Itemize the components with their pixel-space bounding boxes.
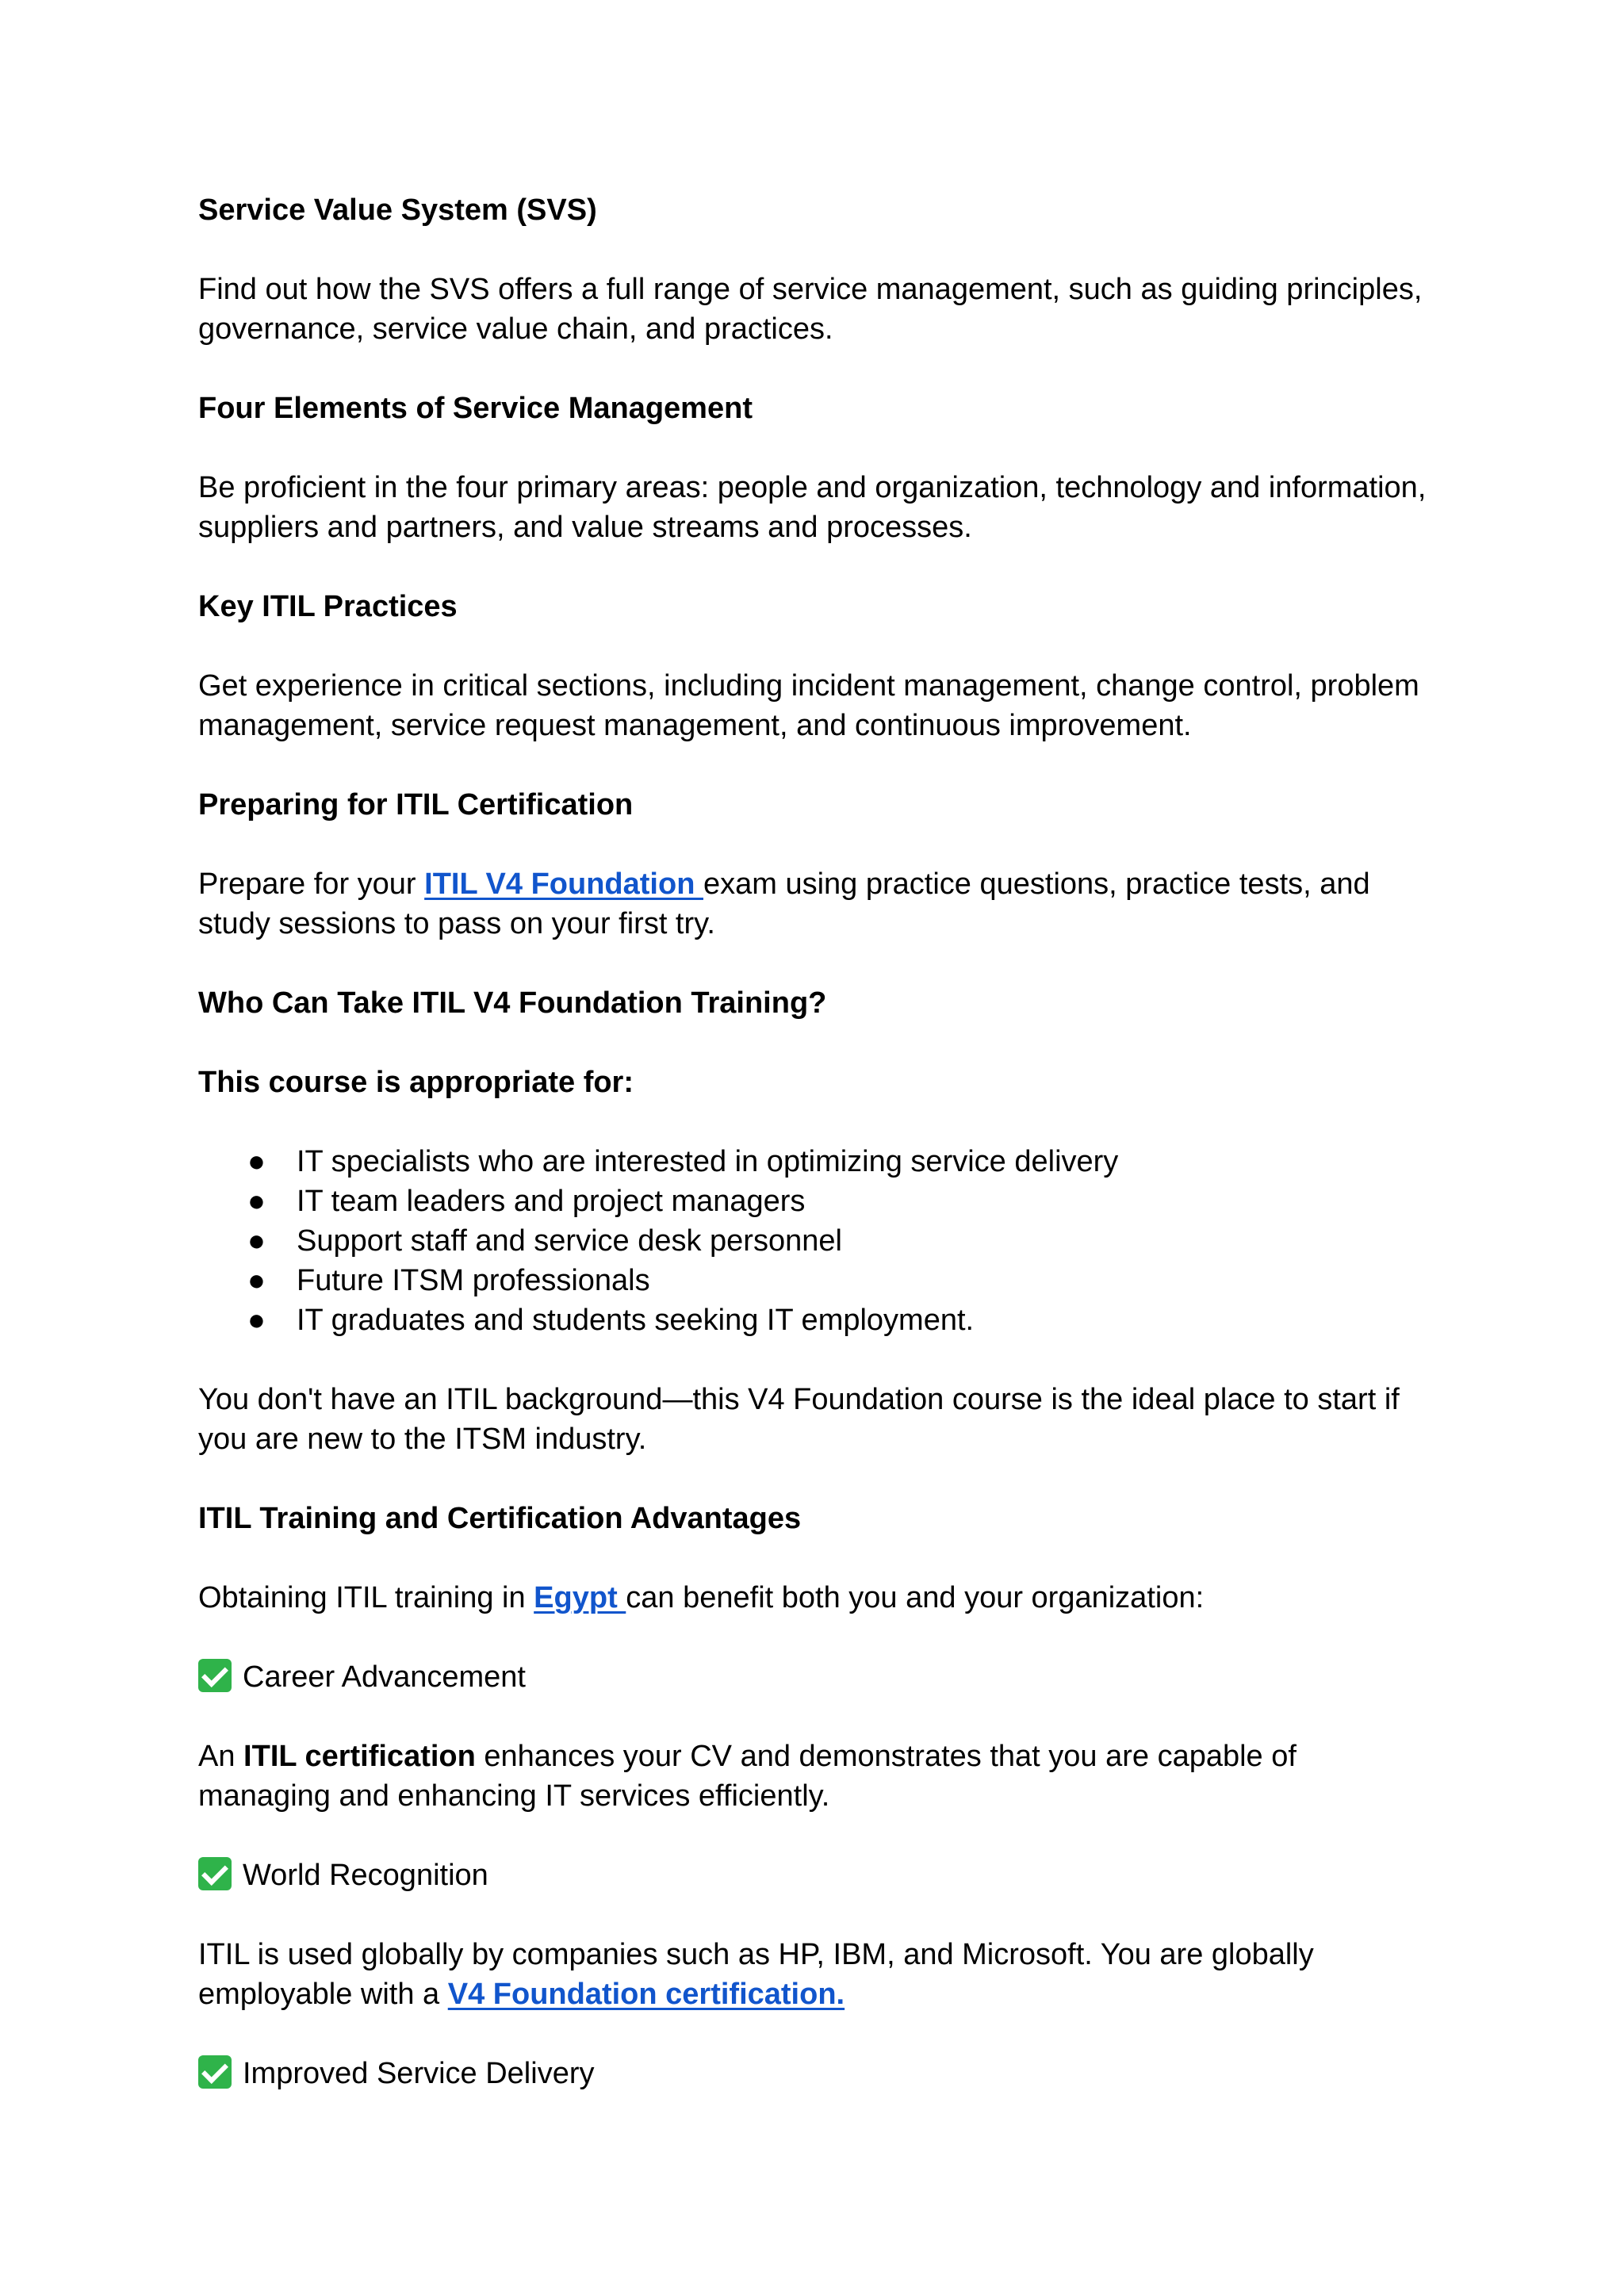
advantages-intro-before: Obtaining ITIL training in (198, 1581, 534, 1614)
bullet-icon: ● (247, 1264, 266, 1297)
advantages-heading: ITIL Training and Certification Advantages (198, 1502, 802, 1535)
list-item-text: IT team leaders and project managers (297, 1185, 806, 1218)
itil-certification-bold: ITIL certification (243, 1740, 476, 1773)
itil-v4-foundation-link[interactable]: ITIL V4 Foundation (424, 867, 703, 901)
preparing-text (198, 864, 1435, 944)
list-item-text: IT specialists who are interested in optimizing service delivery (297, 1145, 1119, 1178)
preparing-text-before: Prepare for your (198, 867, 425, 901)
v4-foundation-certification-link[interactable]: V4 Foundation certification. (447, 1978, 845, 2011)
who-closing-text: You don't have an ITIL background—this V4 Foundation course is the ideal place to start if you are new to the ITSM industry. (198, 1383, 1400, 1456)
world-recognition-label: World Recognition (243, 1859, 488, 1892)
svs-text: Find out how the SVS offers a full range of service management, such as guiding principles, governance, service value chain, and practices. (198, 273, 1423, 346)
bullet-icon: ● (247, 1224, 266, 1258)
egypt-link[interactable]: Egypt (534, 1581, 626, 1614)
check-mark-icon (198, 2055, 232, 2089)
preparing-text-after: exam using practice questions, practice tests, and study sessions to pass on your first try. (198, 867, 1370, 940)
bullet-icon: ● (247, 1145, 266, 1178)
who-subheading: This course is appropriate for: (198, 1066, 634, 1099)
list-item (247, 1221, 1435, 1261)
bullet-icon: ● (247, 1304, 266, 1337)
improved-service-delivery-title (198, 2054, 1435, 2093)
advantages-intro-after: can benefit both you and your organization: (626, 1581, 1205, 1614)
world-text-before: ITIL is used globally by companies such as HP, IBM, and Microsoft. You are globally employable with a (198, 1938, 1314, 2011)
list-item (247, 1181, 1435, 1221)
list-item (247, 1300, 1435, 1340)
who-heading: Who Can Take ITIL V4 Foundation Training? (198, 986, 827, 1020)
career-advancement-label: Career Advancement (243, 1660, 526, 1694)
list-item (247, 1142, 1435, 1181)
document-page (198, 190, 1435, 2093)
world-recognition-title (198, 1855, 1435, 1895)
career-text-before: An (198, 1740, 244, 1773)
world-recognition-text (198, 1935, 1435, 2014)
four-elements-text: Be proficient in the four primary areas: people and organization, technology and information, suppliers and partners, and value streams and processes. (198, 471, 1427, 544)
career-advancement-text (198, 1737, 1435, 1816)
check-mark-icon (198, 1857, 232, 1890)
four-elements-heading: Four Elements of Service Management (198, 392, 753, 425)
key-practices-text: Get experience in critical sections, including incident management, change control, problem management, service request management, and continuous improvement. (198, 669, 1419, 742)
bullet-icon: ● (247, 1185, 266, 1218)
svs-heading: Service Value System (SVS) (198, 193, 597, 227)
list-item-text: Future ITSM professionals (297, 1264, 650, 1297)
list-item-text: Support staff and service desk personnel (297, 1224, 842, 1258)
key-practices-heading: Key ITIL Practices (198, 590, 458, 623)
advantages-intro (198, 1578, 1435, 1618)
improved-service-delivery-label: Improved Service Delivery (243, 2057, 595, 2090)
career-text-after: enhances your CV and demonstrates that you are capable of managing and enhancing IT services efficiently. (198, 1740, 1297, 1813)
preparing-heading: Preparing for ITIL Certification (198, 788, 634, 821)
audience-list (198, 1142, 1435, 1340)
check-mark-icon (198, 1659, 232, 1692)
list-item-text: IT graduates and students seeking IT employment. (297, 1304, 975, 1337)
list-item (247, 1261, 1435, 1300)
career-advancement-title (198, 1657, 1435, 1697)
